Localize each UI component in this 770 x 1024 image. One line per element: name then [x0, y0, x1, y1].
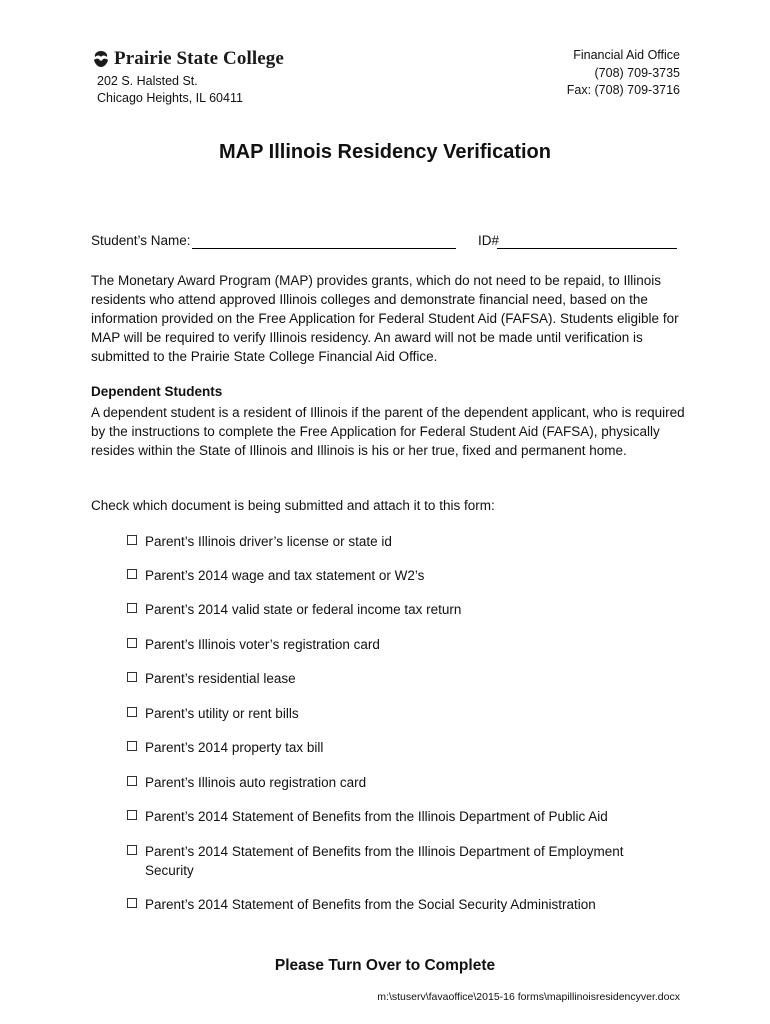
- office-fax: Fax: (708) 709-3716: [566, 83, 680, 97]
- college-logo: [91, 48, 284, 70]
- student-id-label: ID#: [478, 233, 500, 248]
- checklist-item[interactable]: [127, 600, 665, 619]
- checkbox[interactable]: [127, 672, 137, 682]
- address-line-1: 202 S. Halsted St.: [97, 74, 198, 88]
- college-address: [97, 73, 243, 107]
- checklist-item[interactable]: [127, 842, 665, 880]
- checkbox[interactable]: [127, 535, 137, 545]
- student-name-field[interactable]: [192, 234, 456, 249]
- checkbox[interactable]: [127, 776, 137, 786]
- college-logo-icon: [91, 49, 111, 69]
- checkbox[interactable]: [127, 741, 137, 751]
- checklist-item[interactable]: [127, 738, 665, 757]
- checkbox[interactable]: [127, 603, 137, 613]
- turn-over-note: Please Turn Over to Complete: [274, 957, 496, 974]
- checklist-item[interactable]: [127, 704, 665, 723]
- dependent-students-paragraph: A dependent student is a resident of Illinois if the parent of the dependent applicant, who is required by the instructions to complete the Free Application for Federal Student Aid (FAFSA), physically resides within the State of Illinois and Illinois is his or her true, fixed and permanent home.: [91, 405, 685, 458]
- checklist-item-label: Parent’s Illinois auto registration card: [145, 775, 367, 790]
- office-contact: [567, 47, 680, 100]
- office-phone: (708) 709-3735: [594, 65, 680, 80]
- student-name-label: Student’s Name:: [91, 233, 191, 248]
- checklist-item-label: Parent’s 2014 wage and tax statement or W2’s: [145, 568, 425, 583]
- file-path: m:\stuserv\favaoffice\2015-16 forms\mapillinoisresidencyver.docx: [377, 991, 680, 1003]
- checklist-item[interactable]: [127, 807, 665, 826]
- student-id-field[interactable]: [497, 234, 677, 249]
- page-title: MAP Illinois Residency Verification: [219, 141, 551, 163]
- checklist-item-label: Parent’s Illinois voter’s registration card: [145, 637, 380, 652]
- address-line-2: Chicago Heights, IL 60411: [97, 91, 243, 105]
- checklist-item[interactable]: [127, 635, 665, 654]
- checkbox[interactable]: [127, 845, 137, 855]
- dependent-students-heading: Dependent Students: [91, 384, 223, 399]
- checklist-item[interactable]: [127, 669, 665, 688]
- checkbox[interactable]: [127, 810, 137, 820]
- checklist-item-label: Parent’s 2014 Statement of Benefits from the Illinois Department of Public Aid: [145, 809, 608, 824]
- checklist-item[interactable]: [127, 895, 665, 914]
- checklist-item[interactable]: [127, 566, 665, 585]
- checklist-item-label: Parent’s utility or rent bills: [145, 706, 299, 721]
- checklist-item-label: Parent’s 2014 Statement of Benefits from the Social Security Administration: [145, 897, 596, 912]
- checklist-item-label: Parent’s 2014 valid state or federal income tax return: [145, 602, 462, 617]
- student-info-row: [91, 233, 691, 253]
- checklist-item-label: Parent’s residential lease: [145, 671, 296, 686]
- check-instruction: Check which document is being submitted and attach it to this form:: [91, 498, 495, 513]
- intro-paragraph: The Monetary Award Program (MAP) provides grants, which do not need to be repaid, to Illinois residents who attend approved Illinois colleges and demonstrate financial need, based on the information provided on the Free Application for Federal Student Aid (FAFSA). Students eligible for MAP will be required to verify Illinois residency. An award will not be made until verification is submitted to the Prairie State College Financial Aid Office.: [91, 273, 679, 364]
- checkbox[interactable]: [127, 898, 137, 908]
- checklist-item-label: Parent’s Illinois driver’s license or state id: [145, 534, 392, 549]
- office-name: Financial Aid Office: [573, 48, 680, 62]
- checkbox[interactable]: [127, 569, 137, 579]
- college-name: Prairie State College: [114, 48, 284, 69]
- checklist-item-label: Parent’s 2014 property tax bill: [145, 740, 324, 755]
- checkbox[interactable]: [127, 707, 137, 717]
- checklist-item-label: Parent’s 2014 Statement of Benefits from the Illinois Department of Employment Security: [145, 844, 624, 878]
- checklist-item[interactable]: [127, 773, 665, 792]
- checklist-item[interactable]: [127, 532, 665, 551]
- checkbox[interactable]: [127, 638, 137, 648]
